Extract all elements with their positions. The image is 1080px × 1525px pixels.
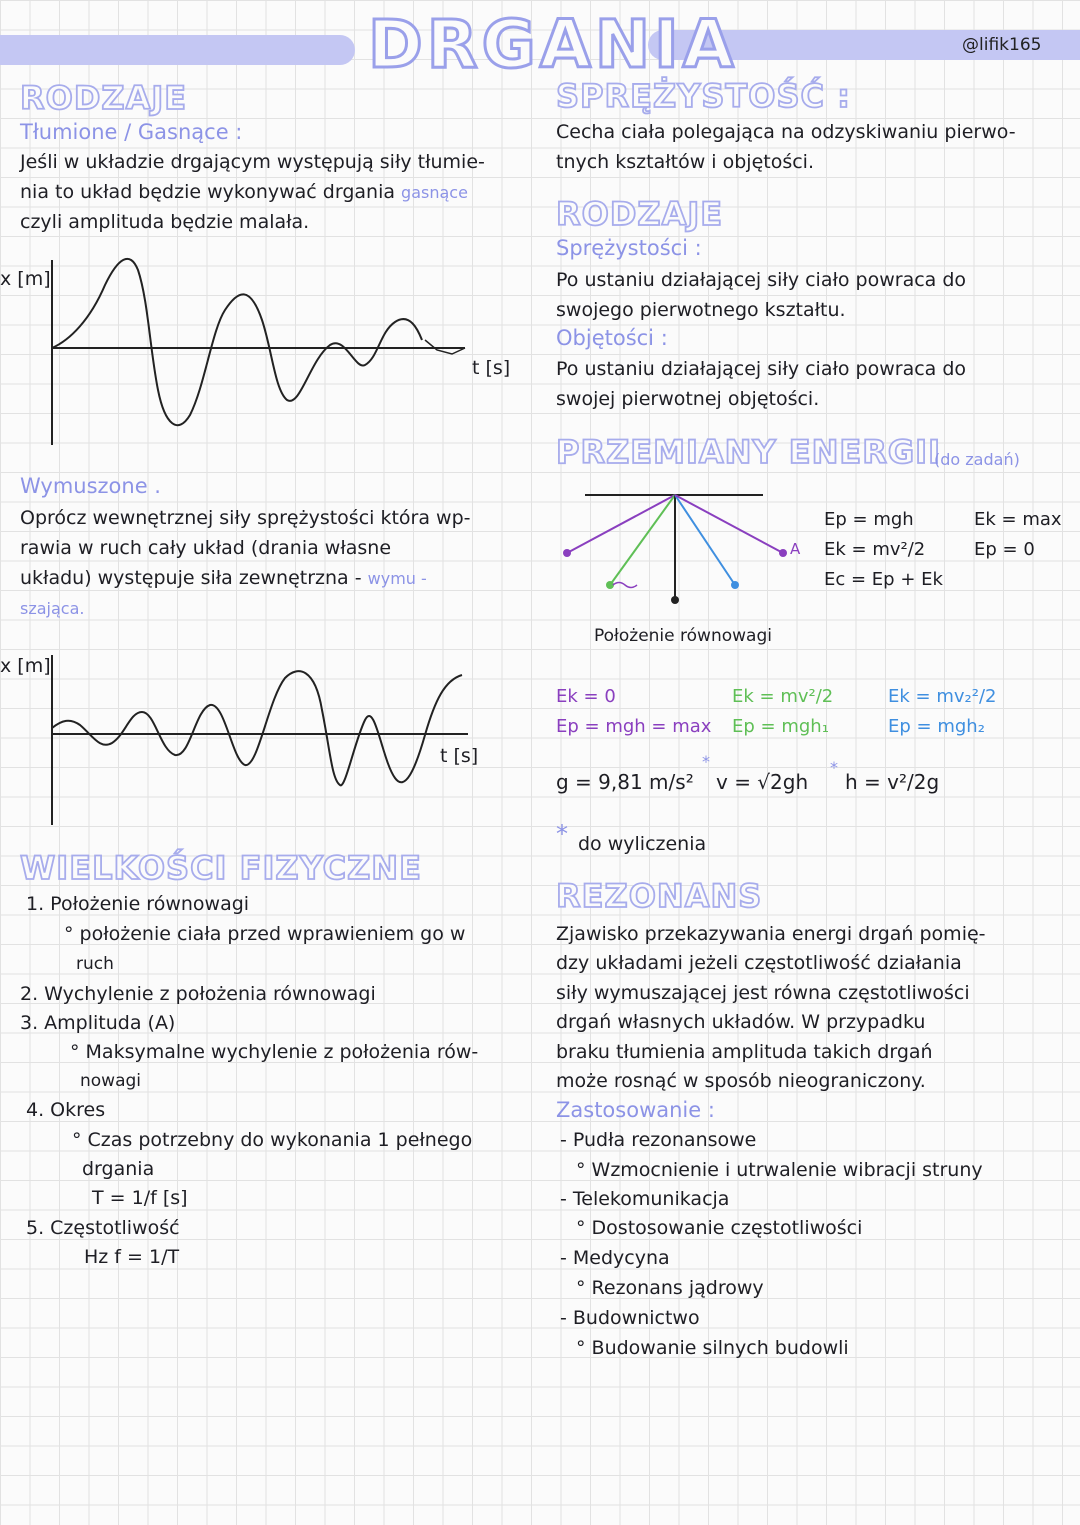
types-heading-right: RODZAJE [556,195,724,233]
star-icon: * [830,758,838,777]
volume-line-2: swojej pierwotnej objętości. [556,388,820,410]
application-line: - Medycyna [560,1247,670,1269]
forced-oscillation-graph [0,640,520,840]
volume-line-1: Po ustaniu działającej siły ciało powraca do [556,358,967,380]
energy-note: (do zadań) [934,450,1020,469]
quantity-line: drgania [82,1158,155,1180]
graph1-xlabel: t [s] [472,357,511,379]
eq-e-1: Ek = mv₂²/2 [888,686,997,707]
resonance-line: dzy układami jeżeli częstotliwość działania [556,952,962,974]
damped-line-2-text: nia to układ będzie wykonywać drgania [20,181,395,203]
quantity-line: 5. Częstotliwość [26,1217,180,1239]
eq-a-1: Ep = mgh [824,509,914,530]
quantities-heading: WIELKOŚCI FIZYCZNE [20,849,422,887]
eq-b-1: Ek = max [974,509,1062,530]
quantity-line: Hz f = 1/T [84,1246,180,1268]
damped-line-3: czyli amplituda będzie malała. [20,211,310,233]
graph1-ylabel: x [m] [0,268,51,290]
application-line: ° Budowanie silnych budowli [576,1337,849,1359]
eq-b-2: Ep = 0 [974,539,1035,560]
author-handle: @lifik165 [962,35,1042,55]
eq-c-2: Ep = mgh = max [556,716,712,737]
star-note: do wyliczenia [578,833,707,855]
application-line: - Budownictwo [560,1307,700,1329]
resonance-line: drgań własnych układów. W przypadku [556,1011,926,1033]
forced-line-2: rawia w ruch cały układ (drania własne [20,537,392,559]
quantity-line: ° Czas potrzebny do wykonania 1 pełnego [72,1129,473,1151]
graph1-curve [52,259,422,425]
pendulum-bob-center [671,596,679,604]
forced-heading: Wymuszone . [20,474,161,498]
pendulum-point-label: A [790,540,801,558]
forced-colored-b: szająca. [20,599,85,618]
elasticity-line-2: tnych kształtów i objętości. [556,151,814,173]
pendulum-caption: Położenie równowagi [594,626,772,646]
quantity-line: 3. Amplituda (A) [20,1012,176,1034]
application-line: - Telekomunikacja [560,1188,730,1210]
h-formula: h = v²/2g [845,770,940,794]
damped-heading: Tłumione / Gasnące : [20,120,243,144]
forced-colored-a: wymu - [367,569,427,588]
eq-d-2: Ep = mgh₁ [732,716,829,737]
resonance-line: może rosnąć w sposób nieograniczony. [556,1070,926,1092]
quantity-line: ° Maksymalne wychylenie z położenia rów- [70,1041,479,1063]
pendulum-bob-right [779,549,787,557]
damped-oscillation-graph [0,240,520,460]
forced-line-3-text: układu) występuje siła zewnętrzna - [20,567,362,589]
quantity-line: T = 1/f [s] [92,1187,188,1209]
resonance-heading: REZONANS [556,877,763,915]
header-bar-left [0,35,355,65]
quantity-line: nowagi [80,1071,142,1091]
eq-a-3: Ec = Ep + Ek [824,569,943,590]
page-title: DRGANIA [368,6,738,83]
application-line: ° Dostosowanie częstotliwości [576,1217,863,1239]
pendulum-string-left [567,495,675,553]
elasticity-line-1: Cecha ciała polegająca na odzyskiwaniu pierwo- [556,121,1016,143]
graph2-ylabel: x [m] [0,655,51,677]
pendulum-bob-left [563,549,571,557]
graph2-xlabel: t [s] [440,745,479,767]
star-icon: * [556,820,568,848]
application-line: ° Wzmocnienie i utrwalenie wibracji struny [576,1159,983,1181]
pendulum-bob-blue [731,581,739,589]
damped-colored-word: gasnące [401,183,468,202]
pendulum-arc [613,583,637,588]
quantity-line: 4. Okres [26,1099,106,1121]
pendulum-string-green [610,495,675,585]
eq-a-2: Ek = mv²/2 [824,539,926,560]
quantity-line: 1. Położenie równowagi [26,893,250,915]
resonance-line: Zjawisko przekazywania energi drgań pomię- [556,923,986,945]
pendulum-bob-green [606,581,614,589]
elasticity-heading: SPRĘŻYSTOŚĆ : [556,77,851,115]
g-formula: g = 9,81 m/s² [556,770,694,794]
v-formula: v = √2gh [716,770,809,794]
eq-e-2: Ep = mgh₂ [888,716,985,737]
pendulum-string-right [675,495,783,553]
quantity-line: 2. Wychylenie z położenia równowagi [20,983,376,1005]
eq-c-1: Ek = 0 [556,686,616,707]
application-line: - Pudła rezonansowe [560,1129,757,1151]
quantity-line: ° położenie ciała przed wprawieniem go w [64,923,466,945]
energy-heading: PRZEMIANY ENERGII [556,433,941,471]
eq-d-1: Ek = mv²/2 [732,686,834,707]
applications-heading: Zastosowanie : [556,1098,715,1122]
forced-line-1: Oprócz wewnętrznej siły sprężystości która wp- [20,507,471,529]
quantity-line: ruch [76,954,114,974]
spring-line-1: Po ustaniu działającej siły ciało powraca do [556,269,967,291]
forced-line-3 [20,564,427,594]
types-heading-left: RODZAJE [20,79,188,117]
resonance-line: braku tłumienia amplituda takich drgań [556,1041,933,1063]
resonance-line: siły wymuszającej jest równa częstotliwości [556,982,970,1004]
star-icon: * [702,752,710,771]
spring-heading: Sprężystości : [556,236,702,260]
application-line: ° Rezonans jądrowy [576,1277,764,1299]
damped-line-1: Jeśli w układzie drgającym występują siły tłumie- [20,151,485,173]
damped-line-2 [20,178,468,208]
graph2-curve [52,671,462,785]
pendulum-diagram [555,485,815,620]
volume-heading: Objętości : [556,326,668,350]
pendulum-string-blue [675,495,735,585]
spring-line-2: swojego pierwotnego kształtu. [556,299,846,321]
